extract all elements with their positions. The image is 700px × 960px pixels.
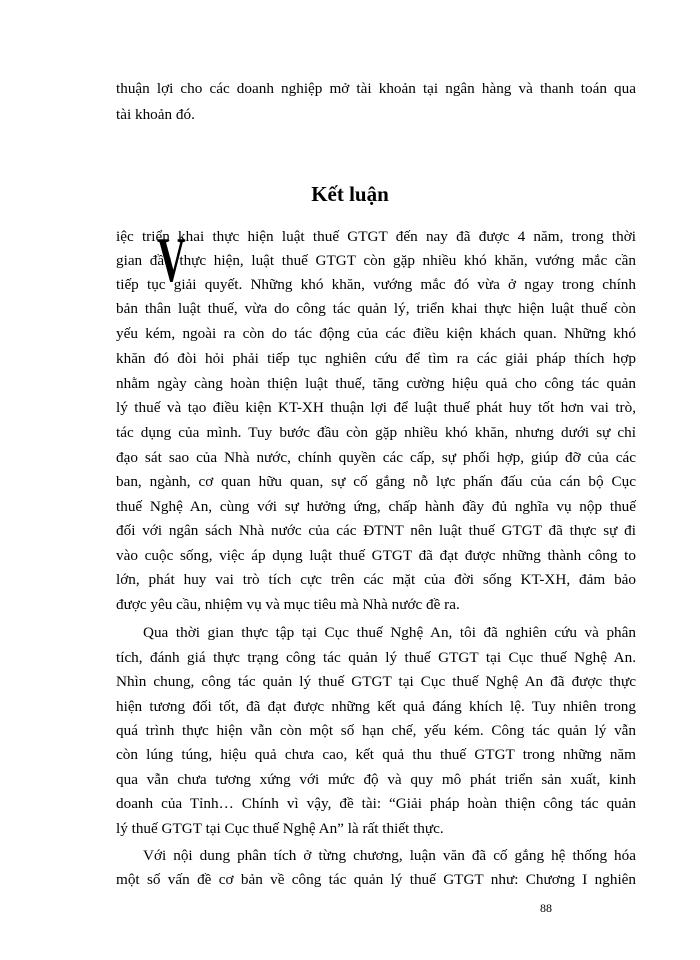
- paragraph-line: tác dụng của mình. Tuy bước đầu còn gặp nhiều khó khăn, nhưng dưới sự chỉ: [116, 424, 636, 441]
- paragraph-line: khăn đó đòi hỏi phải tiếp tục nghiên cứu để tìm ra các giải pháp thích hợp: [116, 350, 636, 367]
- paragraph-line: lớn, phát huy vai trò tích cực trên các mặt của đời sống KT-XH, đảm bảo: [116, 571, 636, 588]
- paragraph-line: bản thân luật thuế, vừa do công tác quản lý, triển khai thực hiện luật thuế còn: [116, 300, 636, 317]
- paragraph-line: Nhìn chung, công tác quản lý thuế GTGT tại Cục thuế Nghệ An đã được thực: [116, 673, 636, 690]
- paragraph-line: thuế Nghệ An, cùng với sự hưởng ứng, chấp hành đầy đủ nghĩa vụ nộp thuế: [116, 498, 636, 515]
- paragraph-line: ban, ngành, cơ quan hữu quan, sự cố gắng nỗ lực phấn đấu của cán bộ Cục: [116, 473, 636, 490]
- intro-line: tài khoản đó.: [116, 106, 195, 123]
- drop-cap: V: [157, 224, 186, 295]
- paragraph-line: đạo sát sao của Nhà nước, chính quyền các cấp, sự phối hợp, giúp đỡ của các: [116, 449, 636, 466]
- paragraph-line: iệc triển khai thực hiện luật thuế GTGT đến nay đã được 4 năm, trong thời: [116, 228, 636, 245]
- paragraph-line: qua vẫn chưa tương xứng với mức độ và quy mô phát triển sản xuất, kinh: [116, 771, 636, 788]
- paragraph-line: yếu kém, ngoài ra còn do tác động của các điều kiện khách quan. Những khó: [116, 325, 636, 342]
- paragraph-line: còn lúng túng, hiệu quả chưa cao, kết quả thu thuế GTGT trong những năm: [116, 746, 636, 763]
- paragraph-line: quá trình thực hiện vẫn còn một số hạn chế, yếu kém. Công tác quản lý vẫn: [116, 722, 636, 739]
- paragraph-line: vào cuộc sống, việc áp dụng luật thuế GTGT đã đạt được những thành công to: [116, 547, 636, 564]
- paragraph-line: nhằm ngày càng hoàn thiện luật thuế, tăng cường hiệu quả cho công tác quản: [116, 375, 636, 392]
- paragraph-line: Qua thời gian thực tập tại Cục thuế Nghệ An, tôi đã nghiên cứu và phân: [143, 624, 636, 641]
- paragraph-line: Với nội dung phân tích ở từng chương, luận văn đã cố gắng hệ thống hóa: [143, 847, 636, 864]
- page-number: 88: [540, 901, 552, 915]
- paragraph-line: doanh của Tỉnh… Chính vì vậy, đề tài: “Giải pháp hoàn thiện công tác quản: [116, 795, 636, 812]
- paragraph-line: tích, đánh giá thực trạng công tác quản lý thuế GTGT tại Cục thuế Nghệ An.: [116, 649, 636, 666]
- paragraph-line: hiện tương đối tốt, đã đạt được những kết quả đáng khích lệ. Tuy nhiên trong: [116, 698, 636, 715]
- paragraph-line: tiếp tục giải quyết. Những khó khăn, vướng mắc đó vừa ở ngay trong chính: [116, 276, 636, 293]
- paragraph-line: lý thuế và tạo điều kiện KT-XH thuận lợi để luật thuế phát huy tốt hơn vai trò,: [116, 399, 636, 416]
- paragraph-line: gian đầu thực hiện, luật thuế GTGT còn gặp nhiều khó khăn, vướng mắc cần: [116, 252, 636, 269]
- paragraph-line: được yêu cầu, nhiệm vụ và mục tiêu mà Nhà nước đề ra.: [116, 596, 460, 613]
- paragraph-line: một số vấn đề cơ bản về công tác quản lý thuế GTGT như: Chương I nghiên: [116, 871, 636, 888]
- intro-line: thuận lợi cho các doanh nghiệp mở tài khoản tại ngân hàng và thanh toán qua: [116, 80, 636, 97]
- paragraph-line: lý thuế GTGT tại Cục thuế Nghệ An” là rất thiết thực.: [116, 820, 444, 837]
- section-title: Kết luận: [311, 182, 389, 206]
- paragraph-line: đối với ngân sách Nhà nước của các ĐTNT nên luật thuế GTGT đã thực sự đi: [116, 522, 636, 539]
